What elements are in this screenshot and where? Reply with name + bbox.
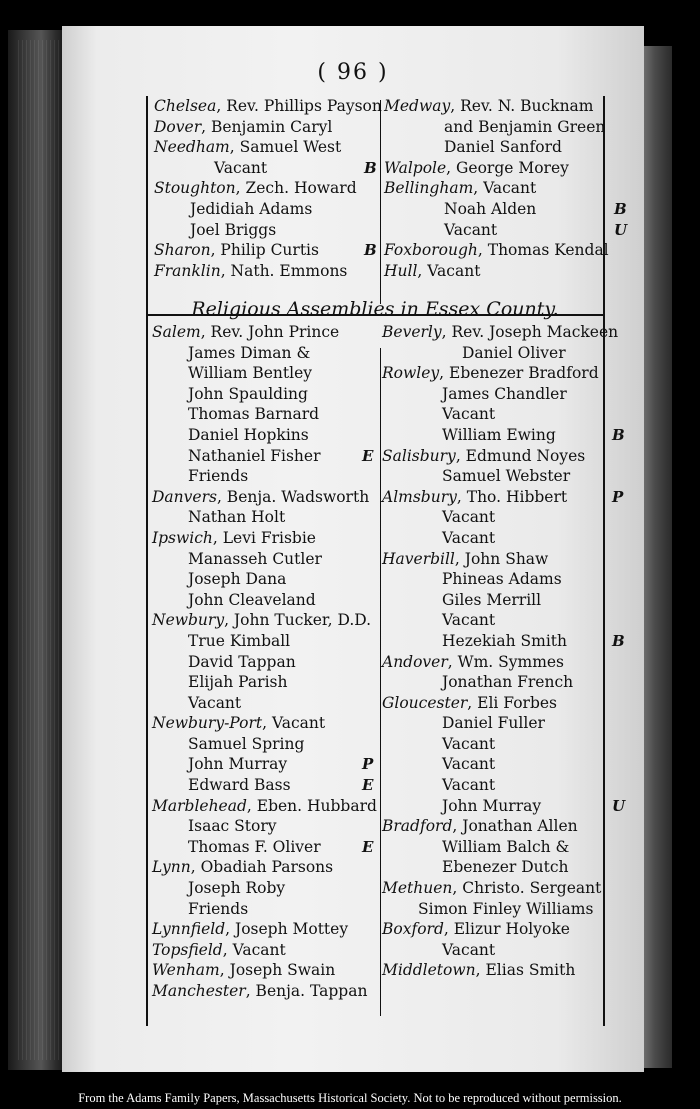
entry-row: [382, 899, 618, 920]
entry-row: [382, 528, 618, 549]
denomination-mark: E: [362, 776, 374, 795]
minister-name: , Benja. Tappan: [245, 982, 368, 1000]
minister-name: Daniel Hopkins: [188, 425, 309, 444]
minister-name: Elijah Parish: [188, 673, 288, 692]
minister-name: John Murray: [442, 796, 542, 815]
entry-row: [152, 652, 377, 673]
minister-name: Noah Alden: [444, 199, 537, 218]
minister-name: Thomas Barnard: [188, 405, 320, 424]
denomination-mark: B: [612, 425, 625, 444]
entry-row: [382, 960, 618, 981]
place-name: Sharon: [154, 241, 211, 260]
entry-row: [382, 672, 618, 693]
place-name: Lynn: [152, 858, 191, 877]
entry-row: [382, 425, 625, 446]
minister-name: Friends: [188, 467, 249, 486]
entry-row: [384, 137, 609, 158]
place-name: Foxborough: [384, 241, 478, 260]
minister-name: Samuel Spring: [188, 734, 305, 753]
place-name: Marblehead: [152, 796, 247, 815]
minister-name: Vacant: [442, 405, 496, 424]
minister-name: Vacant: [444, 220, 498, 239]
entry-row: [154, 158, 382, 179]
minister-name: Vacant: [442, 611, 496, 630]
minister-name: John Spaulding: [188, 384, 308, 403]
entry-row: [382, 322, 618, 343]
denomination-mark: E: [362, 446, 374, 465]
minister-name: William Balch &: [442, 837, 570, 856]
minister-name: Nathaniel Fisher: [188, 446, 321, 465]
minister-name: , Tho. Hibbert: [456, 487, 568, 506]
minister-name: Ebenezer Dutch: [442, 858, 569, 877]
place-name: Lynnfield: [152, 920, 226, 939]
minister-name: William Ewing: [442, 425, 556, 444]
entry-row: [152, 384, 377, 405]
minister-name: Vacant: [442, 734, 496, 753]
entry-row: [152, 590, 377, 611]
minister-name: , Ebenezer Bradford: [439, 364, 599, 383]
minister-name: Vacant: [442, 528, 496, 547]
entry-row: [152, 446, 377, 467]
entry-row: [152, 363, 377, 384]
entry-row: [384, 261, 609, 282]
entry-row: [152, 343, 377, 364]
minister-name: , Vacant: [262, 714, 326, 733]
place-name: Newbury-Port: [152, 714, 263, 733]
entry-row: [154, 178, 382, 199]
entry-row: [152, 549, 377, 570]
denomination-mark: U: [612, 796, 626, 815]
minister-name: , Elias Smith: [475, 961, 576, 980]
page-number: ( 96 ): [317, 60, 389, 85]
upper-left-column: [154, 96, 382, 281]
entry-row: [384, 178, 609, 199]
minister-name: , Edmund Noyes: [455, 446, 586, 465]
minister-name: Joel Briggs: [190, 220, 277, 239]
minister-name: , Rev. Joseph Mackeen: [441, 323, 619, 341]
entry-row: [382, 652, 618, 673]
place-name: Hull: [384, 261, 418, 280]
entry-row: [152, 487, 377, 508]
entry-row: [152, 507, 377, 528]
lower-right-column: [382, 322, 626, 981]
place-name: Danvers: [152, 487, 217, 506]
denomination-mark: E: [362, 837, 374, 856]
entry-row: [152, 754, 377, 775]
denomination-mark: U: [614, 220, 628, 239]
entry-row: [152, 775, 377, 796]
minister-name: , Wm. Symmes: [447, 652, 565, 671]
minister-name: , Vacant: [222, 940, 286, 959]
minister-name: Simon Finley Williams: [418, 899, 594, 918]
entry-row: [382, 837, 618, 858]
entry-row: [152, 672, 377, 693]
column-divider-lower: [380, 348, 381, 1016]
minister-name: Giles Merrill: [442, 590, 542, 609]
entry-row: [382, 919, 618, 940]
minister-name: John Cleaveland: [188, 590, 316, 609]
place-name: Stoughton: [154, 179, 236, 198]
denomination-mark: P: [362, 755, 374, 774]
minister-name: Phineas Adams: [442, 570, 562, 589]
entry-row: [152, 816, 377, 837]
entry-row: [384, 158, 609, 179]
minister-name: Isaac Story: [188, 817, 277, 836]
minister-name: Samuel Webster: [442, 467, 571, 486]
minister-name: and Benjamin Green: [444, 117, 606, 136]
minister-name: , Joseph Swain: [219, 961, 336, 980]
minister-name: , Benjamin Caryl: [201, 117, 333, 136]
minister-name: , Elizur Holyoke: [443, 920, 570, 939]
entry-row: [154, 261, 382, 282]
minister-name: , Philip Curtis: [210, 241, 319, 260]
minister-name: Jedidiah Adams: [190, 199, 313, 218]
entry-row: [152, 899, 377, 920]
entry-row: [382, 775, 618, 796]
entry-row: [382, 878, 618, 899]
denomination-mark: B: [612, 631, 625, 650]
minister-name: Vacant: [214, 158, 268, 177]
minister-name: Jonathan French: [442, 673, 574, 692]
minister-name: , Levi Frisbie: [212, 528, 316, 547]
place-name: Boxford: [382, 920, 444, 939]
place-name: Haverbill: [382, 549, 455, 568]
denomination-mark: B: [364, 158, 377, 177]
entry-row: [152, 425, 377, 446]
entry-row: [154, 240, 382, 261]
place-name: Topsfield: [152, 940, 223, 959]
place-name: Bradford: [382, 817, 453, 836]
place-name: Ipswich: [152, 528, 213, 547]
minister-name: , Jonathan Allen: [452, 817, 578, 836]
minister-name: Vacant: [442, 508, 496, 527]
entry-row: [152, 693, 377, 714]
entry-row: [384, 117, 609, 138]
entry-row: [152, 631, 377, 652]
entry-row: [154, 220, 382, 241]
minister-name: Daniel Sanford: [444, 138, 562, 157]
page-edges: [18, 40, 62, 1060]
place-name: Salisbury: [382, 446, 456, 465]
minister-name: , Nath. Emmons: [220, 261, 348, 280]
entry-row: [382, 816, 618, 837]
entry-row: [382, 569, 618, 590]
entry-row: [152, 940, 377, 961]
entry-row: [382, 343, 618, 364]
entry-row: [152, 981, 377, 1002]
place-name: Dover: [154, 117, 202, 136]
upper-right-column: [384, 96, 628, 281]
place-name: Rowley: [382, 364, 440, 383]
entry-row: [382, 610, 618, 631]
minister-name: William Bentley: [188, 364, 313, 383]
minister-name: Thomas F. Oliver: [188, 837, 321, 856]
minister-name: , Obadiah Parsons: [190, 858, 334, 877]
entry-row: [152, 796, 377, 817]
denomination-mark: B: [614, 199, 627, 218]
entry-row: [384, 220, 628, 241]
entry-row: [154, 96, 382, 117]
entry-row: [152, 919, 377, 940]
minister-name: , Eben. Hubbard: [246, 796, 377, 815]
minister-name: Joseph Dana: [188, 570, 287, 589]
minister-name: Friends: [188, 899, 249, 918]
place-name: Manchester: [152, 982, 246, 1000]
entry-row: [154, 137, 382, 158]
entry-row: [152, 878, 377, 899]
entry-row: [152, 466, 377, 487]
minister-name: James Chandler: [442, 384, 567, 403]
entry-row: [384, 240, 609, 261]
minister-name: , Zech. Howard: [235, 179, 357, 198]
entry-row: [154, 199, 382, 220]
place-name: Salem: [152, 323, 201, 341]
entry-row: [382, 734, 618, 755]
minister-name: , George Morey: [446, 158, 569, 177]
entry-row: [152, 837, 377, 858]
minister-name: , Samuel West: [229, 138, 342, 157]
entry-row: [382, 363, 618, 384]
entry-row: [382, 507, 618, 528]
minister-name: , John Shaw: [454, 549, 549, 568]
entry-row: [382, 590, 618, 611]
entry-row: [152, 960, 377, 981]
place-name: Beverly: [382, 323, 442, 341]
place-name: Middletown: [382, 961, 476, 980]
minister-name: Vacant: [442, 755, 496, 774]
denomination-mark: B: [364, 241, 377, 260]
left-border-rule: [146, 96, 148, 1026]
minister-name: David Tappan: [188, 652, 296, 671]
entry-row: [382, 549, 618, 570]
entry-row: [382, 631, 625, 652]
minister-name: , Rev. Phillips Payson: [216, 97, 382, 115]
entry-row: [382, 384, 618, 405]
minister-name: , Rev. John Prince: [200, 323, 340, 341]
place-name: Needham: [154, 138, 230, 157]
minister-name: John Murray: [188, 755, 288, 774]
minister-name: Daniel Fuller: [442, 714, 545, 733]
facing-page-edge: [644, 46, 672, 1068]
minister-name: , Eli Forbes: [467, 693, 557, 712]
minister-name: , Benja. Wadsworth: [216, 487, 370, 506]
minister-name: , Joseph Mottey: [225, 920, 349, 939]
entry-row: [152, 322, 377, 343]
minister-name: Vacant: [188, 693, 242, 712]
minister-name: Vacant: [442, 940, 496, 959]
entry-row: [382, 487, 624, 508]
place-name: Wenham: [152, 961, 220, 980]
minister-name: Vacant: [442, 776, 496, 795]
entry-row: [152, 857, 377, 878]
minister-name: , John Tucker, D.D.: [224, 611, 372, 630]
county-heading: Religious Assemblies in Essex County.: [191, 298, 559, 320]
entry-row: [382, 796, 626, 817]
place-name: Newbury: [152, 611, 225, 630]
book-page: [62, 26, 644, 1072]
entry-row: [152, 734, 377, 755]
entry-row: [152, 713, 377, 734]
entry-row: [382, 940, 618, 961]
minister-name: , Vacant: [473, 179, 537, 198]
minister-name: Nathan Holt: [188, 508, 286, 527]
minister-name: , Vacant: [417, 261, 481, 280]
minister-name: Edward Bass: [188, 776, 291, 795]
place-name: Methuen: [382, 879, 453, 898]
place-name: Bellingham: [384, 179, 474, 198]
place-name: Chelsea: [154, 97, 217, 115]
minister-name: , Christo. Sergeant: [452, 879, 602, 898]
entry-row: [152, 404, 377, 425]
minister-name: , Thomas Kendal: [477, 241, 609, 260]
minister-name: Manasseh Cutler: [188, 549, 322, 568]
minister-name: , Rev. N. Bucknam: [450, 97, 594, 115]
lower-left-column: [152, 322, 377, 1002]
place-name: Walpole: [384, 158, 447, 177]
place-name: Gloucester: [382, 693, 468, 712]
entry-row: [152, 528, 377, 549]
place-name: Franklin: [154, 261, 221, 280]
denomination-mark: P: [612, 487, 624, 506]
entry-row: [382, 754, 618, 775]
place-name: Medway: [384, 97, 451, 115]
place-name: Almsbury: [382, 487, 457, 506]
entry-row: [152, 610, 377, 631]
place-name: Andover: [382, 652, 448, 671]
entry-row: [382, 466, 618, 487]
minister-name: Joseph Roby: [188, 879, 286, 898]
entry-row: [382, 857, 618, 878]
minister-name: James Diman &: [188, 343, 311, 362]
entry-row: [154, 117, 382, 138]
entry-row: [382, 693, 618, 714]
minister-name: Hezekiah Smith: [442, 631, 568, 650]
entry-row: [382, 713, 618, 734]
entry-row: [382, 404, 618, 425]
copyright-footer: From the Adams Family Papers, Massachusetts Historical Society. Not to be reproduced without permission.: [78, 1091, 622, 1105]
entry-row: [384, 199, 627, 220]
entry-row: [152, 569, 377, 590]
entry-row: [382, 446, 618, 467]
minister-name: Daniel Oliver: [462, 343, 566, 362]
minister-name: True Kimball: [188, 631, 291, 650]
entry-row: [384, 96, 609, 117]
